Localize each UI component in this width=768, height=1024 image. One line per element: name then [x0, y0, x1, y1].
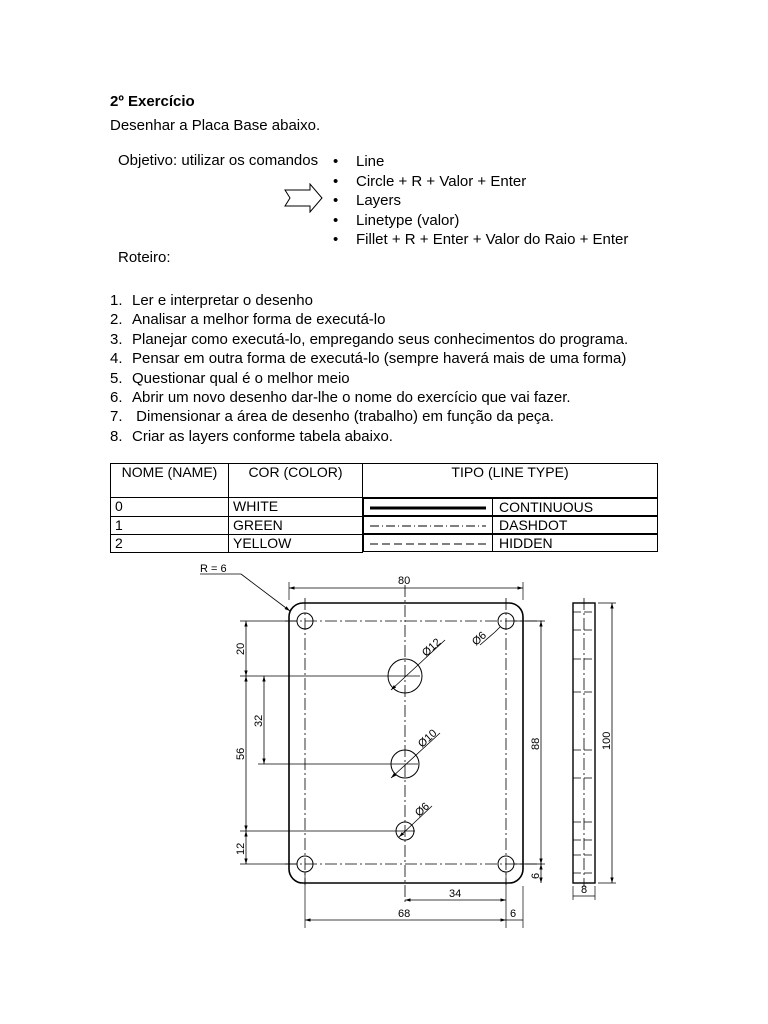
command-item: • Line: [333, 152, 628, 172]
linetype-name: HIDDEN: [499, 535, 553, 551]
exercise-subtitle: Desenhar a Placa Base abaixo.: [110, 117, 321, 134]
dia-small-text: Ø6: [412, 800, 432, 820]
step-number: 6.: [110, 388, 123, 406]
dia-mid-text: Ø10: [415, 727, 440, 751]
layer-name: 2: [111, 534, 229, 552]
dim-6-vert-text: 6: [530, 872, 542, 879]
layer-color: GREEN: [229, 516, 363, 534]
dim-width-text: 80: [398, 575, 411, 587]
step-text: Analisar a melhor forma de executá-lo: [132, 311, 386, 329]
command-item: • Circle + R + Valor + Enter: [333, 172, 628, 192]
dim-8-text: 8: [581, 884, 588, 896]
dim-100-text: 100: [601, 731, 613, 750]
layer-color: YELLOW: [229, 534, 363, 552]
column-header-name: NOME (NAME): [111, 464, 229, 498]
plate-outline: [289, 603, 523, 883]
layer-color: WHITE: [229, 498, 363, 517]
dia-big-text: Ø12: [419, 636, 444, 660]
exercise-title: 2º Exercício: [110, 93, 195, 110]
dim-68-text: 68: [398, 908, 411, 920]
dim-34-text: 34: [449, 888, 462, 900]
objective-label: Objetivo: utilizar os comandos: [118, 152, 319, 169]
fillet-label: R = 6: [200, 563, 227, 575]
dim-20-text: 20: [235, 642, 247, 655]
linetype-name: CONTINUOUS: [499, 499, 594, 515]
step-text: Dimensionar a área de desenho (trabalho) em função da peça.: [132, 408, 554, 426]
step-number: 1.: [110, 292, 123, 309]
roteiro-label: Roteiro:: [118, 249, 171, 266]
step-number: 7.: [110, 408, 123, 426]
dim-88-text: 88: [530, 737, 542, 750]
dim-32-text: 32: [253, 714, 265, 727]
step-text: Abrir um novo desenho dar-lhe o nome do exercício que vai fazer.: [132, 388, 571, 406]
command-item: • Linetype (valor): [333, 211, 628, 231]
command-item: • Fillet + R + Enter + Valor do Raio + Enter: [333, 230, 628, 250]
dia-corner-text: Ø6: [469, 629, 489, 649]
step-text: Criar as layers conforme tabela abaixo.: [132, 427, 393, 445]
command-item: • Layers: [333, 191, 628, 211]
layer-name: 0: [111, 498, 229, 517]
step-text: Ler e interpretar o desenho: [132, 292, 313, 309]
leader-dia-corner: [495, 627, 500, 632]
column-header-color: COR (COLOR): [229, 464, 363, 498]
layer-name: 1: [111, 516, 229, 534]
step-number: 5.: [110, 369, 123, 387]
leader-fillet: [241, 574, 290, 611]
step-number: 2.: [110, 311, 123, 329]
dim-56-text: 56: [235, 747, 247, 760]
step-number: 3.: [110, 330, 123, 348]
step-text: Questionar qual é o melhor meio: [132, 369, 350, 387]
step-text: Pensar em outra forma de executá-lo (sempre haverá mais de uma forma): [132, 350, 627, 368]
step-text: Planejar como executá-lo, empregando seus conhecimentos do programa.: [132, 330, 629, 348]
linetype-name: DASHDOT: [499, 517, 568, 533]
step-number: 8.: [110, 427, 123, 445]
step-number: 4.: [110, 350, 123, 368]
column-header-linetype: TIPO (LINE TYPE): [363, 464, 658, 498]
dim-12-text: 12: [235, 842, 247, 855]
dim-6-right-text: 6: [510, 908, 517, 920]
